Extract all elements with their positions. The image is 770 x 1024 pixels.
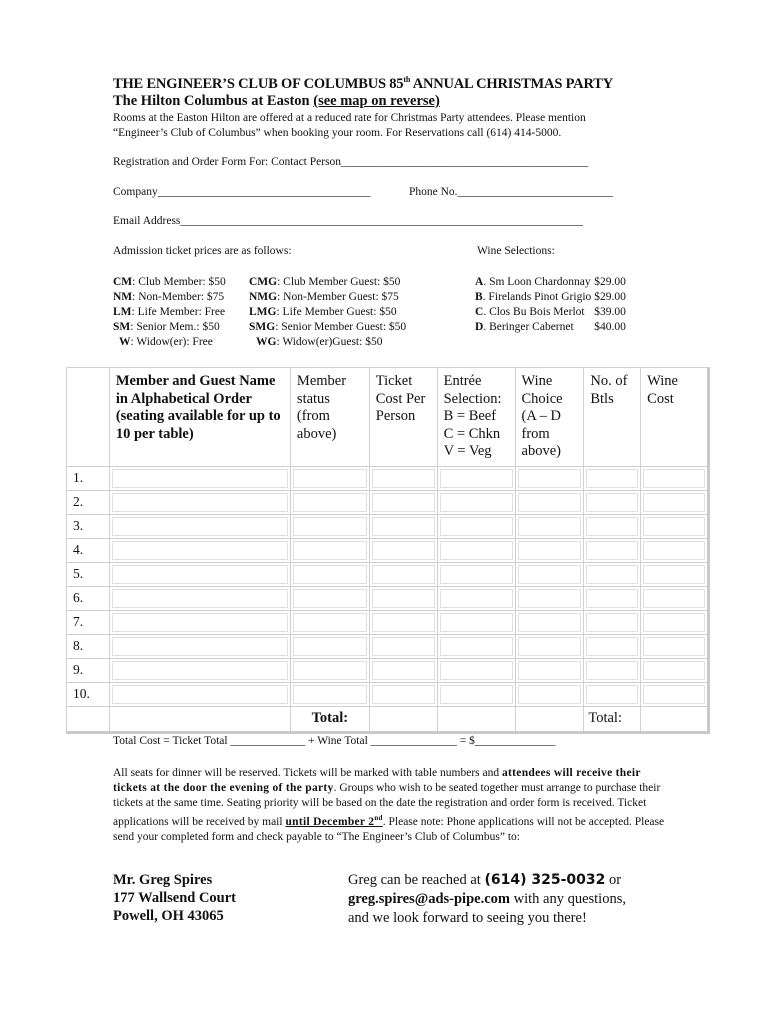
wine-cost-cell[interactable]	[641, 610, 709, 634]
col-header-ticket-cost: Ticket Cost Per Person	[369, 368, 437, 467]
status-cell[interactable]	[290, 658, 369, 682]
ticket-cell[interactable]	[369, 634, 437, 658]
name-cell[interactable]	[109, 538, 290, 562]
wine-cost-cell[interactable]	[641, 466, 709, 490]
bottles-cell[interactable]	[584, 658, 641, 682]
seating-paragraph: All seats for dinner will be reserved. Tickets will be marked with table numbers and attendees will receive their tickets at the door the evening of the party. Groups who wish to be seated together must arrange to purchase their tickets at the same time. Seating priority will be based on the date the registration and order form is received. Ticket applications will be received by mail until December 2nd. Please note: Phone applications will not be accepted. Please send your completed form and check payable to “The Engineer’s Club of Columbus” to:	[113, 767, 665, 843]
wine-cell[interactable]	[515, 610, 584, 634]
row-number: 3.	[67, 514, 110, 538]
wine-cell[interactable]	[515, 658, 584, 682]
ticket-cell[interactable]	[369, 682, 437, 706]
table-row	[67, 562, 709, 586]
ticket-cell[interactable]	[369, 538, 437, 562]
ticket-cell[interactable]	[369, 610, 437, 634]
wine-cell[interactable]	[515, 490, 584, 514]
table-row	[67, 586, 709, 610]
company-field[interactable]: Company_____________________________________	[113, 186, 371, 198]
order-form-table	[66, 367, 710, 734]
totals-blank	[437, 706, 515, 732]
wine-cell[interactable]	[515, 514, 584, 538]
title-ordinal: th	[403, 75, 411, 84]
status-cell[interactable]	[290, 514, 369, 538]
ticket-cell[interactable]	[369, 490, 437, 514]
wine-heading: Wine Selections:	[477, 245, 555, 257]
wine-cost-cell[interactable]	[641, 682, 709, 706]
admission-list-members	[113, 275, 226, 350]
wine-cost-cell[interactable]	[641, 514, 709, 538]
wine-cost-cell[interactable]	[641, 490, 709, 514]
wine-item: C. Clos Bu Bois Merlot $39.00	[475, 306, 626, 318]
entree-cell[interactable]	[437, 562, 515, 586]
address-street: 177 Wallsend Court	[113, 890, 237, 906]
price-item: SM: Senior Mem.: $50	[113, 321, 220, 333]
status-cell[interactable]	[290, 466, 369, 490]
table-row	[67, 538, 709, 562]
ticket-total-cell[interactable]	[369, 706, 437, 732]
status-cell[interactable]	[290, 562, 369, 586]
status-cell[interactable]	[290, 682, 369, 706]
email-field[interactable]: Email Address______________________________________________________________________	[113, 215, 583, 227]
total-cost-line[interactable]: Total Cost = Ticket Total _____________ + Wine Total _______________ = $______________	[113, 735, 556, 747]
wine-item: B. Firelands Pinot Grigio $29.00	[475, 291, 626, 303]
row-number: 1.	[67, 466, 110, 490]
ticket-cell[interactable]	[369, 658, 437, 682]
contact-person-field[interactable]: Registration and Order Form For: Contact Person___________________________________________	[113, 156, 589, 168]
admission-list-guests	[249, 275, 406, 350]
bottles-cell[interactable]	[584, 490, 641, 514]
intro-line-1: Rooms at the Easton Hilton are offered at a reduced rate for Christmas Party attendees. Please mention	[113, 112, 586, 124]
row-number: 7.	[67, 610, 110, 634]
price-item: LM: Life Member: Free	[113, 306, 226, 318]
venue-name: The Hilton Columbus at Easton	[113, 93, 310, 109]
table-row	[67, 658, 709, 682]
bottles-cell[interactable]	[584, 538, 641, 562]
name-cell[interactable]	[109, 514, 290, 538]
price-item: SMG: Senior Member Guest: $50	[249, 321, 407, 333]
email-address[interactable]: greg.spires@ads-pipe.com	[348, 891, 510, 907]
table-header-row	[67, 368, 709, 467]
wine-total-label: Total:	[584, 706, 641, 732]
document-title	[113, 75, 613, 93]
bottles-cell[interactable]	[584, 466, 641, 490]
status-cell[interactable]	[290, 538, 369, 562]
entree-cell[interactable]	[437, 514, 515, 538]
wine-cell[interactable]	[515, 634, 584, 658]
totals-blank	[109, 706, 290, 732]
phone-field[interactable]: Phone No.___________________________	[409, 186, 613, 198]
wine-item: A. Sm Loon Chardonnay $29.00	[475, 276, 626, 288]
name-cell[interactable]	[109, 658, 290, 682]
price-item: NMG: Non-Member Guest: $75	[249, 291, 399, 303]
name-cell[interactable]	[109, 634, 290, 658]
phone-number: (614) 325-0032	[484, 872, 606, 888]
ticket-cell[interactable]	[369, 562, 437, 586]
title-text: THE ENGINEER’S CLUB OF COLUMBUS 85	[113, 76, 404, 92]
admission-heading: Admission ticket prices are as follows:	[113, 245, 292, 257]
table-row	[67, 514, 709, 538]
row-number: 5.	[67, 562, 110, 586]
price-item: W: Widow(er): Free	[119, 336, 213, 348]
entree-cell[interactable]	[437, 466, 515, 490]
bottles-cell[interactable]	[584, 562, 641, 586]
wine-cost-cell[interactable]	[641, 658, 709, 682]
wine-cell[interactable]	[515, 538, 584, 562]
bottles-cell[interactable]	[584, 634, 641, 658]
bottles-cell[interactable]	[584, 610, 641, 634]
table-row	[67, 610, 709, 634]
name-cell[interactable]	[109, 586, 290, 610]
wine-cell[interactable]	[515, 682, 584, 706]
address-name: Mr. Greg Spires	[113, 872, 213, 888]
status-cell[interactable]	[290, 634, 369, 658]
bottles-cell[interactable]	[584, 514, 641, 538]
name-cell[interactable]	[109, 490, 290, 514]
ticket-cell[interactable]	[369, 514, 437, 538]
name-cell[interactable]	[109, 466, 290, 490]
col-header-bottles: No. of Btls	[584, 368, 641, 467]
price-item: NM: Non-Member: $75	[113, 291, 225, 303]
table-row	[67, 490, 709, 514]
name-cell[interactable]	[109, 562, 290, 586]
row-number: 10.	[67, 682, 110, 706]
status-cell[interactable]	[290, 490, 369, 514]
status-cell[interactable]	[290, 610, 369, 634]
totals-blank	[515, 706, 584, 732]
col-header-names: Member and Guest Name in Alphabetical Order (seating available for up to 10 per table)	[109, 368, 290, 467]
title-text-rest: ANNUAL CHRISTMAS PARTY	[410, 76, 613, 92]
wine-item: D. Beringer Cabernet $40.00	[475, 321, 626, 333]
wine-total-cell[interactable]	[641, 706, 709, 732]
entree-cell[interactable]	[437, 658, 515, 682]
name-cell[interactable]	[109, 682, 290, 706]
map-link[interactable]: (see map on reverse)	[313, 93, 440, 109]
venue-line	[113, 93, 440, 110]
table-row	[67, 634, 709, 658]
ticket-cell[interactable]	[369, 586, 437, 610]
bottles-cell[interactable]	[584, 682, 641, 706]
row-number: 8.	[67, 634, 110, 658]
col-header-entree: Entrée Selection: B = Beef C = Chkn V = Veg	[437, 368, 515, 467]
price-item: LMG: Life Member Guest: $50	[249, 306, 397, 318]
entree-cell[interactable]	[437, 490, 515, 514]
wine-cost-cell[interactable]	[641, 634, 709, 658]
row-number: 2.	[67, 490, 110, 514]
price-item: CM: Club Member: $50	[113, 276, 226, 288]
col-header-wine-cost: Wine Cost	[641, 368, 709, 467]
row-number: 9.	[67, 658, 110, 682]
row-number: 4.	[67, 538, 110, 562]
name-cell[interactable]	[109, 610, 290, 634]
status-cell[interactable]	[290, 586, 369, 610]
row-number-header	[67, 368, 110, 467]
contact-info: Greg can be reached at (614) 325-0032 or greg.spires@ads-pipe.com with any questions, and we look forward to seeing you there!	[348, 872, 626, 926]
address-city: Powell, OH 43065	[113, 908, 224, 924]
entree-cell[interactable]	[437, 586, 515, 610]
entree-cell[interactable]	[437, 682, 515, 706]
wine-list	[475, 275, 629, 335]
entree-cell[interactable]	[437, 634, 515, 658]
entree-cell[interactable]	[437, 610, 515, 634]
bottles-cell[interactable]	[584, 586, 641, 610]
intro-paragraph	[113, 111, 586, 141]
ticket-cell[interactable]	[369, 466, 437, 490]
wine-cost-cell[interactable]	[641, 586, 709, 610]
wine-cost-cell[interactable]	[641, 562, 709, 586]
price-item: CMG: Club Member Guest: $50	[249, 276, 401, 288]
wine-cell[interactable]	[515, 586, 584, 610]
col-header-status: Member status (from above)	[290, 368, 369, 467]
col-header-wine-choice: Wine Choice (A – D from above)	[515, 368, 584, 467]
mailing-address	[113, 871, 236, 925]
wine-cell[interactable]	[515, 562, 584, 586]
entree-cell[interactable]	[437, 538, 515, 562]
table-row	[67, 466, 709, 490]
intro-line-2: “Engineer’s Club of Columbus” when booking your room. For Reservations call (614) 414-5000.	[113, 127, 562, 139]
table-row	[67, 682, 709, 706]
row-number: 6.	[67, 586, 110, 610]
wine-cell[interactable]	[515, 466, 584, 490]
totals-row	[67, 706, 709, 732]
price-item: WG: Widow(er)Guest: $50	[256, 336, 383, 348]
totals-blank	[67, 706, 110, 732]
ticket-total-label: Total:	[290, 706, 369, 732]
wine-cost-cell[interactable]	[641, 538, 709, 562]
